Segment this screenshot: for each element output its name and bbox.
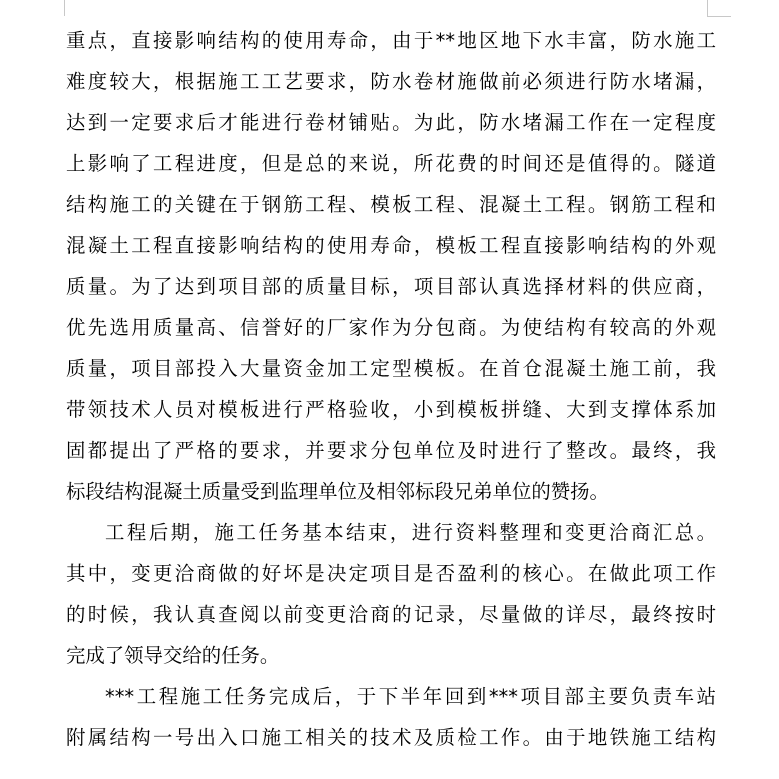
text-line: 其中，变更洽商做的好坏是决定项目是否盈利的核心。在做此项工作 [66,562,716,585]
text-line: 工程后期，施工任务基本结束，进行资料整理和变更洽商汇总。 [105,521,716,544]
crop-mark-right [707,0,708,16]
text-line: 上影响了工程进度，但是总的来说，所花费的时间还是值得的。隧道 [66,152,716,175]
text-line: 的时候，我认真查阅以前变更洽商的记录，尽量做的详尽，最终按时 [66,603,716,626]
text-line: 重点，直接影响结构的使用寿命，由于**地区地下水丰富，防水施工 [66,29,716,52]
text-line: 难度较大，根据施工工艺要求，防水卷材施做前必须进行防水堵漏， [66,70,716,93]
text-line: 附属结构一号出入口施工相关的技术及质检工作。由于地铁施工结构 [66,726,716,749]
text-line: ***工程施工任务完成后，于下半年回到***项目部主要负责车站 [105,685,716,708]
text-line: 质量。为了达到项目部的质量目标，项目部认真选择材料的供应商， [66,275,716,298]
text-line: 质量，项目部投入大量资金加工定型模板。在首仓混凝土施工前，我 [66,357,716,380]
document-body [66,20,716,758]
text-line: 标段结构混凝土质量受到监理单位及相邻标段兄弟单位的赞扬。 [66,480,609,503]
text-line: 优先选用质量高、信誉好的厂家作为分包商。为使结构有较高的外观 [66,316,716,339]
crop-mark-left [64,0,65,16]
text-line: 完成了领导交给的任务。 [66,644,280,667]
text-line: 结构施工的关键在于钢筋工程、模板工程、混凝土工程。钢筋工程和 [66,193,716,216]
text-line: 达到一定要求后才能进行卷材铺贴。为此，防水堵漏工作在一定程度 [66,111,716,134]
text-line: 固都提出了严格的要求，并要求分包单位及时进行了整改。最终，我 [66,439,716,462]
text-line: 带领技术人员对模板进行严格验收，小到模板拼缝、大到支撑体系加 [66,398,716,421]
crop-mark-right-horizontal [707,16,731,17]
text-line: 混凝土工程直接影响结构的使用寿命，模板工程直接影响结构的外观 [66,234,716,257]
